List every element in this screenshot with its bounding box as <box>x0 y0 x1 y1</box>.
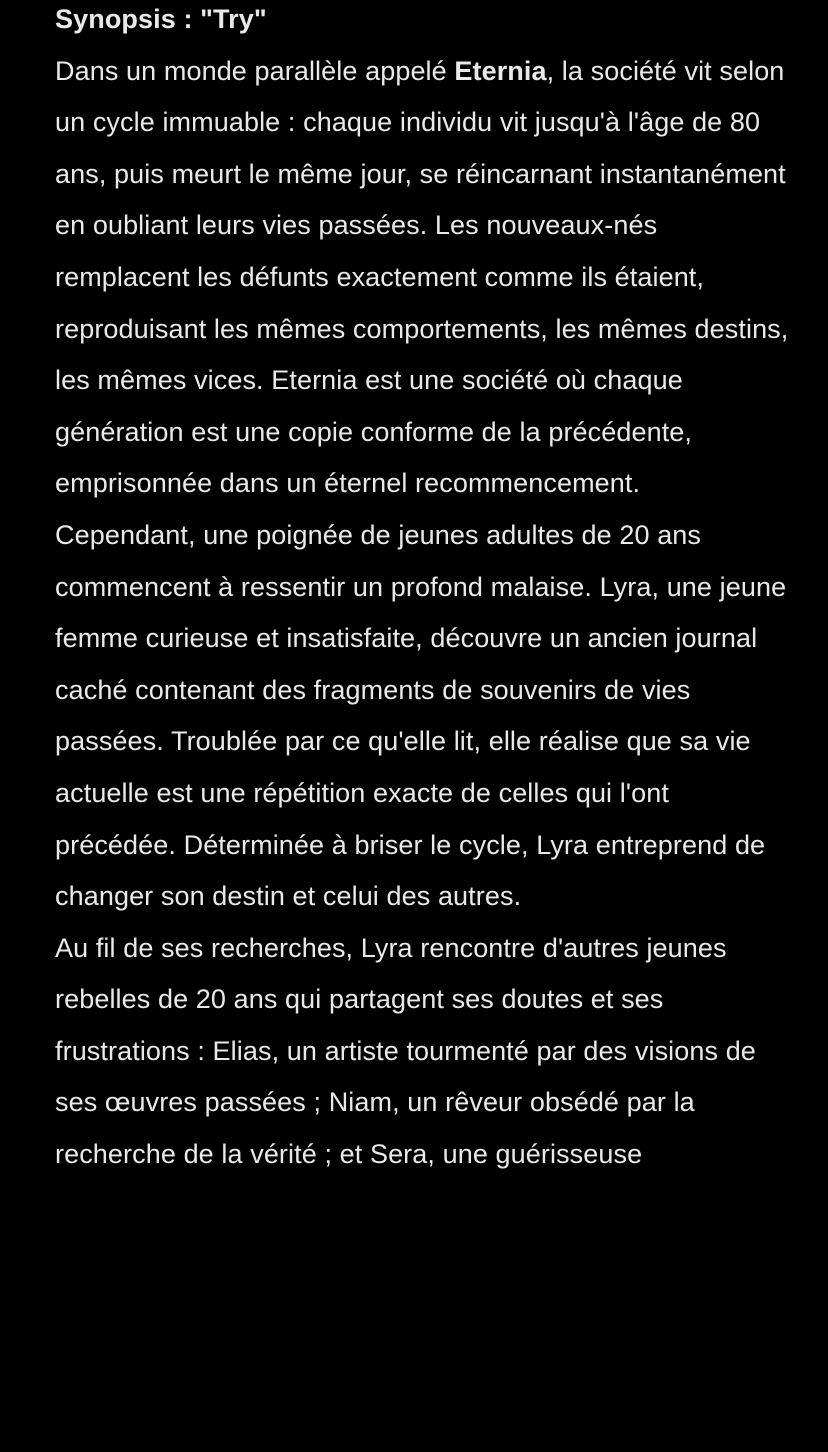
paragraph-1 <box>55 46 795 510</box>
paragraph-2: Cependant, une poignée de jeunes adultes de 20 ans commencent à ressentir un profond malaise. Lyra, une jeune femme curieuse et insatisfaite, découvre un ancien journal caché contenant des fragments de souvenirs de vies passées. Troublée par ce qu'elle lit, elle réalise que sa vie actuelle est une répétition exacte de celles qui l'ont précédée. Déterminée à briser le cycle, Lyra entreprend de changer son destin et celui des autres. <box>55 519 787 912</box>
note-title: Synopsis : "Try" <box>55 4 267 34</box>
note-body[interactable] <box>55 0 795 1181</box>
eternia-bold-text: Eternia <box>454 55 547 86</box>
paragraph-1-start: Dans un monde parallèle appelé <box>55 55 455 86</box>
paragraph-1-end: , la société vit selon un cycle immuable : chaque individu vit jusqu'à l'âge de 80 ans, puis meurt le même jour, se réincarnant instantanément en oubliant leurs vies passées. Les nouveaux-nés remplacent les défunts exactement comme ils étaient, reproduisant les mêmes comportements, les mêmes destins, les mêmes vices. Eternia est une société où chaque génération est une copie conforme de la précédente, emprisonnée dans un éternel recommencement. <box>55 55 789 499</box>
paragraph-3: Au fil de ses recherches, Lyra rencontre d'autres jeunes rebelles de 20 ans qui partagent ses doutes et ses frustrations : Elias, un artiste tourmenté par des visions de ses œuvres passées ; Niam, un rêveur obsédé par la recherche de la vérité ; et Sera, une guérisseuse <box>55 932 756 1170</box>
